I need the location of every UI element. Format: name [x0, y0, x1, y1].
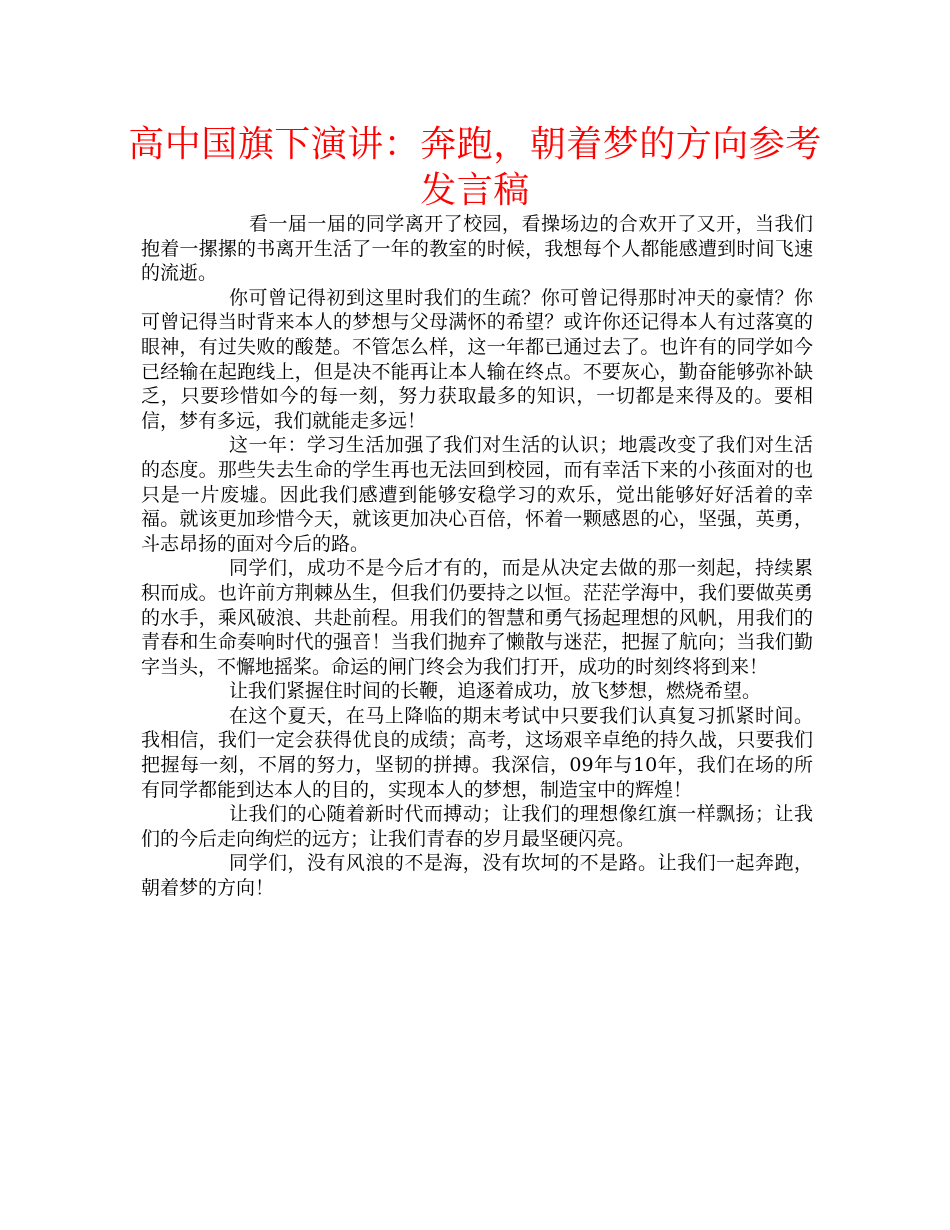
- paragraph: 在这个夏天，在马上降临的期末考试中只要我们认真复习抓紧时间。我相信，我们一定会获得优良的成绩；高考，这场艰辛卓绝的持久战，只要我们把握每一刻，不屑的努力，坚韧的拼搏。我深信，09年与10年，我们在场的所有同学都能到达本人的目的，实现本人的梦想，制造宝中的辉煌！: [141, 704, 813, 801]
- document-title: 高中国旗下演讲：奔跑，朝着梦的方向参考发言稿: [128, 124, 822, 211]
- paragraph: 看一届一届的同学离开了校园，看操场边的合欢开了又开，当我们抱着一摞摞的书离开生活了一年的教室的时候，我想每个人都能感遭到时间飞速的流逝。: [141, 213, 813, 285]
- document-body: [141, 212, 813, 901]
- paragraph: 你可曾记得初到这里时我们的生疏？你可曾记得那时冲天的豪情？你可曾记得当时背来本人的梦想与父母满怀的希望？或许你还记得本人有过落寞的眼神，有过失败的酸楚。不管怎么样，这一年都已通过去了。也许有的同学如今已经输在起跑线上，但是决不能再让本人输在终点。不要灰心，勤奋能够弥补缺乏，只要珍惜如今的每一刻，努力获取最多的知识，一切都是来得及的。要相信，梦有多远，我们就能走多远！: [141, 286, 813, 432]
- paragraph: 同学们，成功不是今后才有的，而是从决定去做的那一刻起，持续累积而成。也许前方荆棘丛生，但我们仍要持之以恒。茫茫学海中，我们要做英勇的水手，乘风破浪、共赴前程。用我们的智慧和勇气扬起理想的风帆，用我们的青春和生命奏响时代的强音！当我们抛弃了懒散与迷茫，把握了航向；当我们勤字当头，不懈地摇桨。命运的闸门终会为我们打开，成功的时刻终将到来！: [141, 557, 813, 678]
- paragraph: 让我们的心随着新时代而搏动；让我们的理想像红旗一样飘扬；让我们的今后走向绚烂的远方；让我们青春的岁月最坚硬闪亮。: [141, 803, 813, 850]
- paragraph: 同学们，没有风浪的不是海，没有坎坷的不是路。让我们一起奔跑，朝着梦的方向！: [141, 852, 813, 900]
- paragraph: 让我们紧握住时间的长鞭，追逐着成功，放飞梦想，燃烧希望。: [229, 680, 762, 703]
- paragraph: 这一年：学习生活加强了我们对生活的认识；地震改变了我们对生活的态度。那些失去生命的学生再也无法回到校园，而有幸活下来的小孩面对的也只是一片废墟。因此我们感遭到能够安稳学习的欢乐，觉出能够好好活着的幸福。就该更加珍惜今天，就该更加决心百倍，怀着一颗感恩的心，坚强，英勇，斗志昂扬的面对今后的路。: [141, 434, 813, 555]
